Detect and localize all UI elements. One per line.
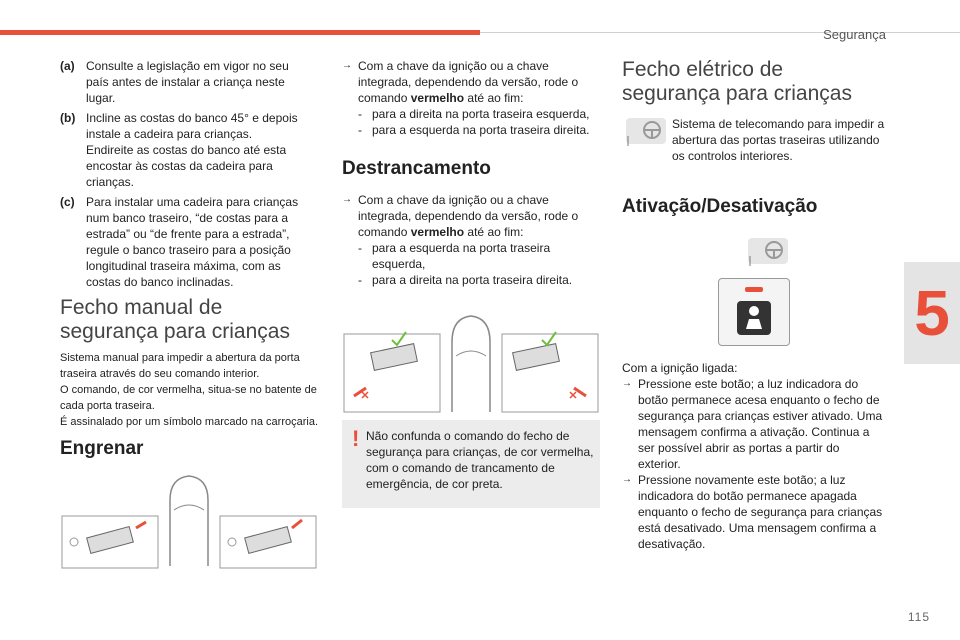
warning-text: Não confunda o comando do fecho de segurança para crianças, de cor vermelha, com o comando de trancamento de emergência, de cor preta. [366, 429, 594, 491]
arrow-bullet-icon: → [342, 60, 352, 71]
engage-diagram [60, 470, 318, 570]
arrow-bullet-icon: → [622, 378, 632, 389]
note-c: (c) Para instalar uma cadeira para crianças num banco traseiro, “de costas para a estrada” ou “de frente para a estrada”, regule o banco traseiro para a posição longitudinal traseira máxima, com as costas do banco inclinadas. [60, 195, 299, 289]
chapter-tab [904, 262, 960, 364]
activation-title: Ativação/Desativação [622, 196, 818, 217]
steering-wheel-icon [622, 116, 668, 148]
activation-steps: Com a ignição ligada: → Pressione este botão; a luz indicadora do botão permanece acesa enquanto o fecho de segurança para crianças estiver ativado. Uma mensagem confirma a ativação. Continua a ser possível abrir as portas a partir do exterior. → Pressione novamente este botão; a luz indicadora do botão permanece apagada enquanto o fecho de segurança para crianças está desativado. Uma mensagem confirma a desativação. [622, 361, 883, 551]
manual-lock-text: Sistema manual para impedir a abertura da porta traseira através do seu comando interior. O comando, de cor vermelha, situa-se no batente de cada porta traseira. É assinalado por um símbolo marcado na carroçaria. [60, 352, 319, 428]
warning-box [342, 420, 600, 508]
column-2: → Com a chave da ignição ou a chave integrada, dependendo da versão, rode o comando vermelho até ao fim: - para a direita na porta traseira esquerda, - para a esquerda na porta traseira direita. [342, 58, 604, 138]
arrow-bullet-icon: → [342, 194, 352, 205]
unlock-title: Destrancamento [342, 158, 491, 179]
child-lock-icon [719, 279, 789, 345]
deactivate-step: → Pressione novamente este botão; a luz indicadora do botão permanece apagada enquanto o fecho de segurança para crianças está desativado. Uma mensagem confirma a desativação. [622, 473, 883, 551]
note-b: (b) Incline as costas do banco 45° e depois instale a cadeira para crianças. Endireite as costas do banco até esta encostar às costas da cadeira para crianças. [60, 111, 298, 189]
engage-title: Engrenar [60, 438, 144, 459]
child-lock-button[interactable] [718, 278, 790, 346]
note-a: (a) Consulte a legislação em vigor no seu país antes de instalar a criança neste lugar. [60, 59, 289, 105]
electric-lock-text: Sistema de telecomando para impedir a abertura das portas traseiras utilizando os controlos interiores. [672, 117, 885, 163]
warning-icon: ! [352, 426, 360, 451]
section-name: Segurança [823, 27, 886, 42]
column-1 [60, 58, 300, 294]
steering-wheel-icon [744, 236, 790, 268]
page-number: 115 [907, 610, 930, 624]
chapter-number: 5 [914, 277, 950, 349]
header-rule [480, 32, 960, 33]
arrow-bullet-icon: → [622, 474, 632, 485]
unlock-diagram-illustration [342, 312, 600, 414]
manual-lock-title: Fecho manual de segurança para crianças [60, 296, 290, 343]
unlock-diagram [342, 312, 600, 414]
header-accent-bar [0, 30, 480, 35]
engage-diagram-illustration [60, 470, 318, 570]
electric-lock-title: Fecho elétrico de segurança para crianças [622, 58, 852, 105]
activate-step: → Pressione este botão; a luz indicadora do botão permanece acesa enquanto o fecho de segurança para crianças estiver ativado. Uma mensagem confirma a ativação. Continua a ser possível abrir as portas a partir do exterior. [622, 377, 883, 471]
unlock-steps: → Com a chave da ignição ou a chave integrada, dependendo da versão, rode o comando vermelho até ao fim: - para a esquerda na porta traseira esquerda, - para a direita na porta traseira direita. [342, 193, 579, 287]
lock-step: → Com a chave da ignição ou a chave integrada, dependendo da versão, rode o comando vermelho até ao fim: [342, 59, 579, 105]
